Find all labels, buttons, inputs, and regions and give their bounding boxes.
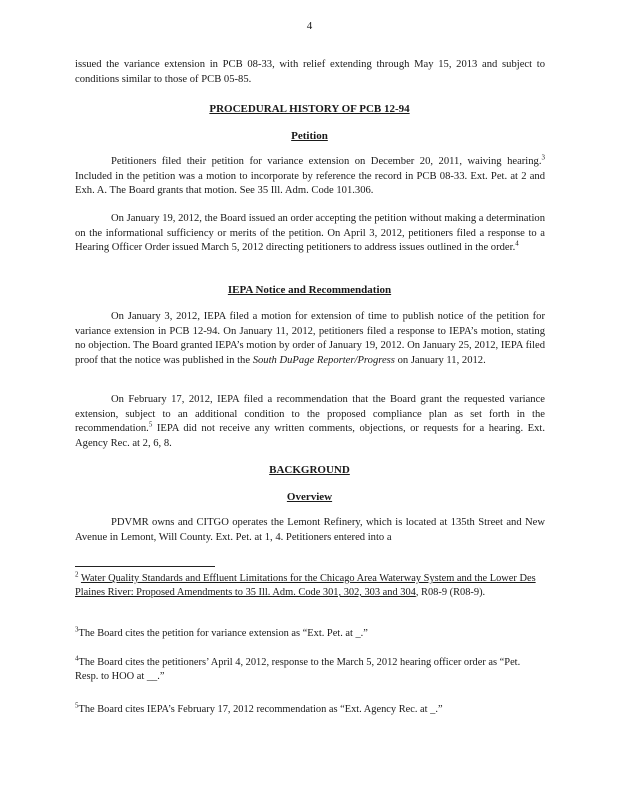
petition-paragraph-1-text-b: Included in the petition was a motion to incorporate by reference the record in PCB 08-33. Ext. Pet. at 2 and Exh. A. The Board grants that motion. See 35 Ill. Adm. Code 101.306. — [75, 170, 545, 196]
footnote-divider — [75, 566, 215, 567]
footnote-2-number: 2 — [75, 570, 79, 579]
intro-paragraph: issued the variance extension in PCB 08-33, with relief extending through May 15, 2013 and subject to conditions similar to those of PCB 05-85. — [75, 59, 545, 85]
iepa-paragraph-2-text-a: On February 17, 2012, IEPA filed a recommendation that the Board grant the requested variance extension, subject to an additional condition to the proposed compliance plan as set forth in the recommendation. — [75, 394, 545, 434]
footnote-3-text: The Board cites the petition for variance extension as “Ext. Pet. at _.” — [78, 628, 368, 639]
petition-paragraph-1 — [75, 155, 545, 199]
footnote-3 — [75, 627, 545, 641]
footnote-2-tail: , R08-9 (R08-9). — [415, 587, 486, 598]
footnote-4-text: The Board cites the petitioners’ April 4, 2012, response to the March 5, 2012 hearing officer order as “Pet. Resp. to HOO at __.” — [75, 657, 521, 682]
footnote-4-number: 4 — [75, 654, 79, 663]
iepa-paragraph-2 — [75, 393, 545, 451]
footnote-ref-5: 5 — [148, 420, 153, 429]
overview-paragraph: PDVMR owns and CITGO operates the Lemont Refinery, which is located at 135th Street and New Avenue in Lemont, Will County. Ext. Pet. at 1, 4. Petitioners entered into a — [75, 517, 545, 543]
iepa-paragraph-1-text-a: On January 3, 2012, IEPA filed a motion for extension of time to publish notice of the petition for variance extension in PCB 12-94. On January 11, 2012, petitioners filed a response to IEPA’s motion, stating no objection. The Board granted IEPA’s motion by order of January 19, 2012. On January 25, 2012, IEPA filed proof that the notice was published in the — [75, 311, 545, 366]
footnote-2 — [75, 572, 545, 600]
petition-paragraph-2-text: On January 19, 2012, the Board issued an order accepting the petition without making a determination on the informational sufficiency or merits of the petition. On April 3, 2012, petitioners filed a response to a Hearing Officer Order issued March 5, 2012 directing petitioners to address issues outlined in the order. — [75, 213, 545, 253]
footnote-3-number: 3 — [75, 625, 79, 634]
heading-petition: Petition — [291, 130, 328, 142]
footnote-2-citation: Water Quality Standards and Effluent Limitations for the Chicago Area Waterway System and the Lower Des Plaines River: Proposed Amendments to 35 Ill. Adm. Code 301, 302, 303 and 304 — [75, 573, 536, 598]
petition-paragraph-1-text-a: Petitioners filed their petition for variance extension on December 20, 2011, waiving hearing. — [111, 156, 542, 167]
heading-iepa-notice: IEPA Notice and Recommendation — [227, 284, 392, 296]
footnote-4 — [75, 656, 545, 684]
footnote-ref-3: 3 — [541, 153, 545, 162]
iepa-paragraph-1-text-b: on January 11, 2012. — [394, 354, 486, 366]
heading-background: BACKGROUND — [269, 464, 350, 476]
page-number: 4 — [306, 20, 313, 32]
petition-paragraph-2 — [75, 212, 545, 256]
footnote-5-number: 5 — [75, 701, 79, 710]
iepa-paragraph-1 — [75, 310, 545, 368]
heading-procedural-history: PROCEDURAL HISTORY OF PCB 12-94 — [209, 103, 410, 115]
iepa-paragraph-2-text-b: IEPA did not receive any written comments, objections, or requests for a hearing. Ext. Agency Rec. at 2, 6, 8. — [75, 423, 545, 449]
footnote-5-text: The Board cites IEPA’s February 17, 2012 recommendation as “Ext. Agency Rec. at _.” — [78, 704, 443, 715]
heading-overview: Overview — [286, 491, 333, 503]
footnote-5 — [75, 703, 545, 717]
footnote-ref-4: 4 — [515, 239, 519, 248]
iepa-paragraph-1-publication: South DuPage Reporter/Progress — [252, 354, 395, 366]
